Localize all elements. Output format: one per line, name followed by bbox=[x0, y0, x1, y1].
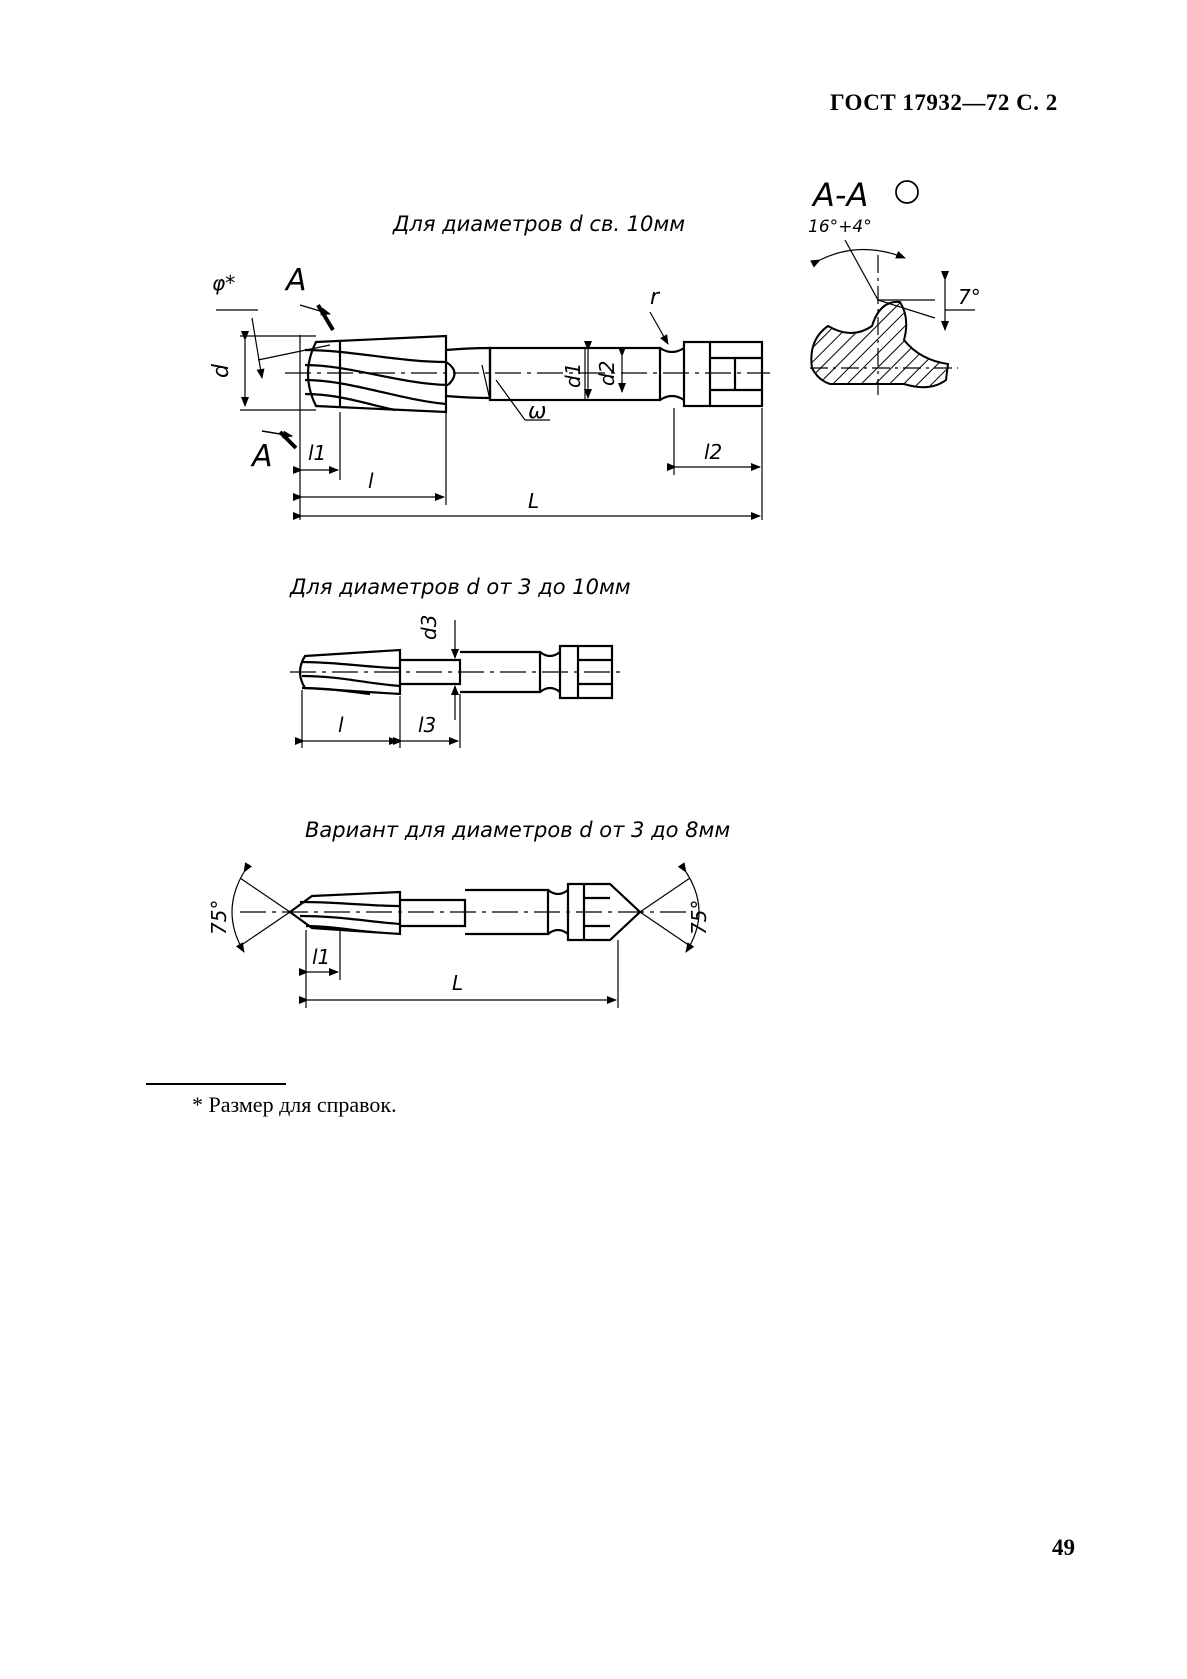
fig3-L-label: L bbox=[452, 971, 464, 995]
d2-label: d2 bbox=[595, 360, 619, 386]
figure1-caption: Для диаметров d св. 10мм bbox=[393, 212, 686, 236]
footnote-rule bbox=[146, 1083, 286, 1085]
L-label: L bbox=[528, 489, 540, 513]
l-label: l bbox=[368, 469, 374, 493]
l1-label: l1 bbox=[308, 441, 327, 465]
fig2-l3-label: l3 bbox=[418, 713, 437, 737]
figure3-caption: Вариант для диаметров d от 3 до 8мм bbox=[305, 818, 731, 842]
section-title: A-A bbox=[813, 176, 869, 214]
section-mark-a-bottom: A bbox=[252, 439, 273, 474]
page-number: 49 bbox=[1052, 1535, 1075, 1560]
fig3-l1-label: l1 bbox=[312, 945, 331, 969]
figure1-tap-drawing bbox=[216, 305, 770, 520]
angle-left-label: 75° bbox=[207, 899, 231, 935]
section-angle-side: 7° bbox=[958, 285, 981, 309]
footnote: * Размер для справок. bbox=[192, 1092, 397, 1117]
l2-label: l2 bbox=[704, 440, 723, 464]
d1-label: d1 bbox=[561, 362, 585, 388]
r-label: r bbox=[650, 285, 660, 310]
phi-label: φ* bbox=[212, 271, 236, 295]
omega-label: ω bbox=[528, 399, 547, 424]
figure2-caption: Для диаметров d от 3 до 10мм bbox=[290, 575, 631, 599]
section-mark-a-top: A bbox=[286, 263, 307, 298]
angle-right-label: 75° bbox=[687, 899, 711, 935]
d-label: d bbox=[209, 364, 234, 378]
fig2-l-label: l bbox=[338, 713, 344, 737]
figure3-tap-drawing bbox=[232, 872, 699, 1008]
d3-label: d3 bbox=[417, 614, 441, 640]
standard-header: ГОСТ 17932—72 С. 2 bbox=[830, 90, 1058, 115]
section-angle-main: 16°+4° bbox=[808, 217, 872, 237]
